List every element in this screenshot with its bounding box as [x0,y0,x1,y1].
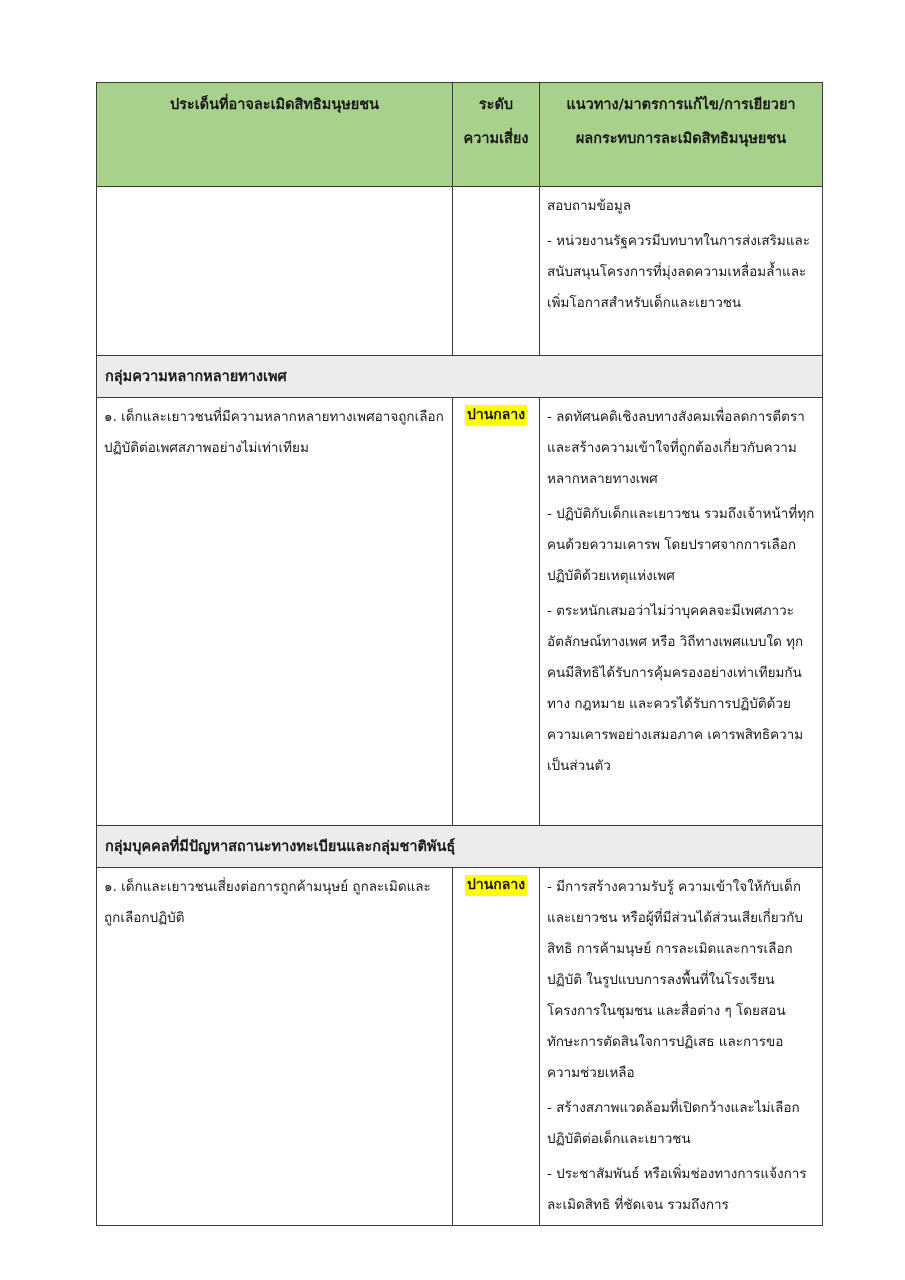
issue-cell-empty [97,187,453,356]
human-rights-risk-table [96,82,823,1226]
measures-cell [540,398,823,826]
issue-cell: ๑. เด็กและเยาวชนที่มีความหลากหลายทางเพศอาจถูกเลือกปฏิบัติต่อเพศสภาพอย่างไม่เท่าเทียม [97,398,453,826]
table-header-row [97,83,823,187]
measure-item: - ประชาสัมพันธ์ หรือเพิ่มช่องทางการแจ้งการละเมิดสิทธิ ที่ชัดเจน รวมถึงการ [547,1166,807,1213]
section-title-gender-diversity: กลุ่มความหลากหลายทางเพศ [97,356,823,398]
risk-cell [453,868,540,1226]
header-issue: ประเด็นที่อาจละเมิดสิทธิมนุษยชน [97,83,453,187]
header-risk-level: ระดับ ความเสี่ยง [453,83,540,187]
table-row [97,868,823,1226]
risk-cell [453,398,540,826]
section-title-stateless-ethnic: กลุ่มบุคคลที่มีปัญหาสถานะทางทะเบียนและกลุ่มชาติพันธุ์ [97,826,823,868]
header-measures: แนวทาง/มาตรการแก้ไข/การเยียวยา ผลกระทบการละเมิดสิทธิมนุษยชน [540,83,823,187]
risk-cell-empty [453,187,540,356]
measure-item: - ตระหนักเสมอว่าไม่ว่าบุคคลจะมีเพศภาวะ อัตลักษณ์ทางเพศ หรือ วิถีทางเพศแบบใด ทุกคนมีสิทธิได้รับการคุ้มครองอย่างเท่าเทียมกันทาง กฎหมาย และควรได้รับการปฏิบัติด้วยความเคารพอย่างเสมอภาค เคารพสิทธิความเป็นส่วนตัว [547,603,804,774]
table-row [97,398,823,826]
risk-level-badge: ปานกลาง [465,405,527,426]
measure-item: สอบถามข้อมูล [547,198,632,214]
measures-cell [540,187,823,356]
table-row-continuation [97,187,823,356]
measure-item: - หน่วยงานรัฐควรมีบทบาทในการส่งเสริมและสนับสนุนโครงการที่มุ่งลดความเหลื่อมล้ำและเพิ่มโอกาสสำหรับเด็กและเยาวชน [547,233,811,311]
measure-item: - มีการสร้างความรับรู้ ความเข้าใจให้กับเด็กและเยาวชน หรือผู้ที่มีส่วนได้ส่วนเสียเกี่ยวกับสิทธิ การค้ามนุษย์ การละเมิดและการเลือกปฏิบัติ ในรูปแบบการลงพื้นที่ในโรงเรียน โครงการในชุมชน และสื่อต่าง ๆ โดยสอนทักษะการตัดสินใจการปฏิเสธ และการขอความช่วยเหลือ [547,879,803,1081]
measure-item: - ปฏิบัติกับเด็กและเยาวชน รวมถึงเจ้าหน้าที่ทุกคนด้วยความเคารพ โดยปราศจากการเลือกปฏิบัติด้วยเหตุแห่งเพศ [547,506,815,584]
section-row [97,356,823,398]
section-row [97,826,823,868]
measures-cell [540,868,823,1226]
risk-level-badge: ปานกลาง [465,875,527,896]
measure-item: - ลดทัศนคติเชิงลบทางสังคมเพื่อลดการตีตราและสร้างความเข้าใจที่ถูกต้องเกี่ยวกับความหลากหลายทางเพศ [547,409,805,487]
issue-cell: ๑. เด็กและเยาวชนเสี่ยงต่อการถูกค้ามนุษย์ ถูกละเมิดและถูกเลือกปฏิบัติ [97,868,453,1226]
measure-item: - สร้างสภาพแวดล้อมที่เปิดกว้างและไม่เลือกปฏิบัติต่อเด็กและเยาวชน [547,1100,800,1147]
